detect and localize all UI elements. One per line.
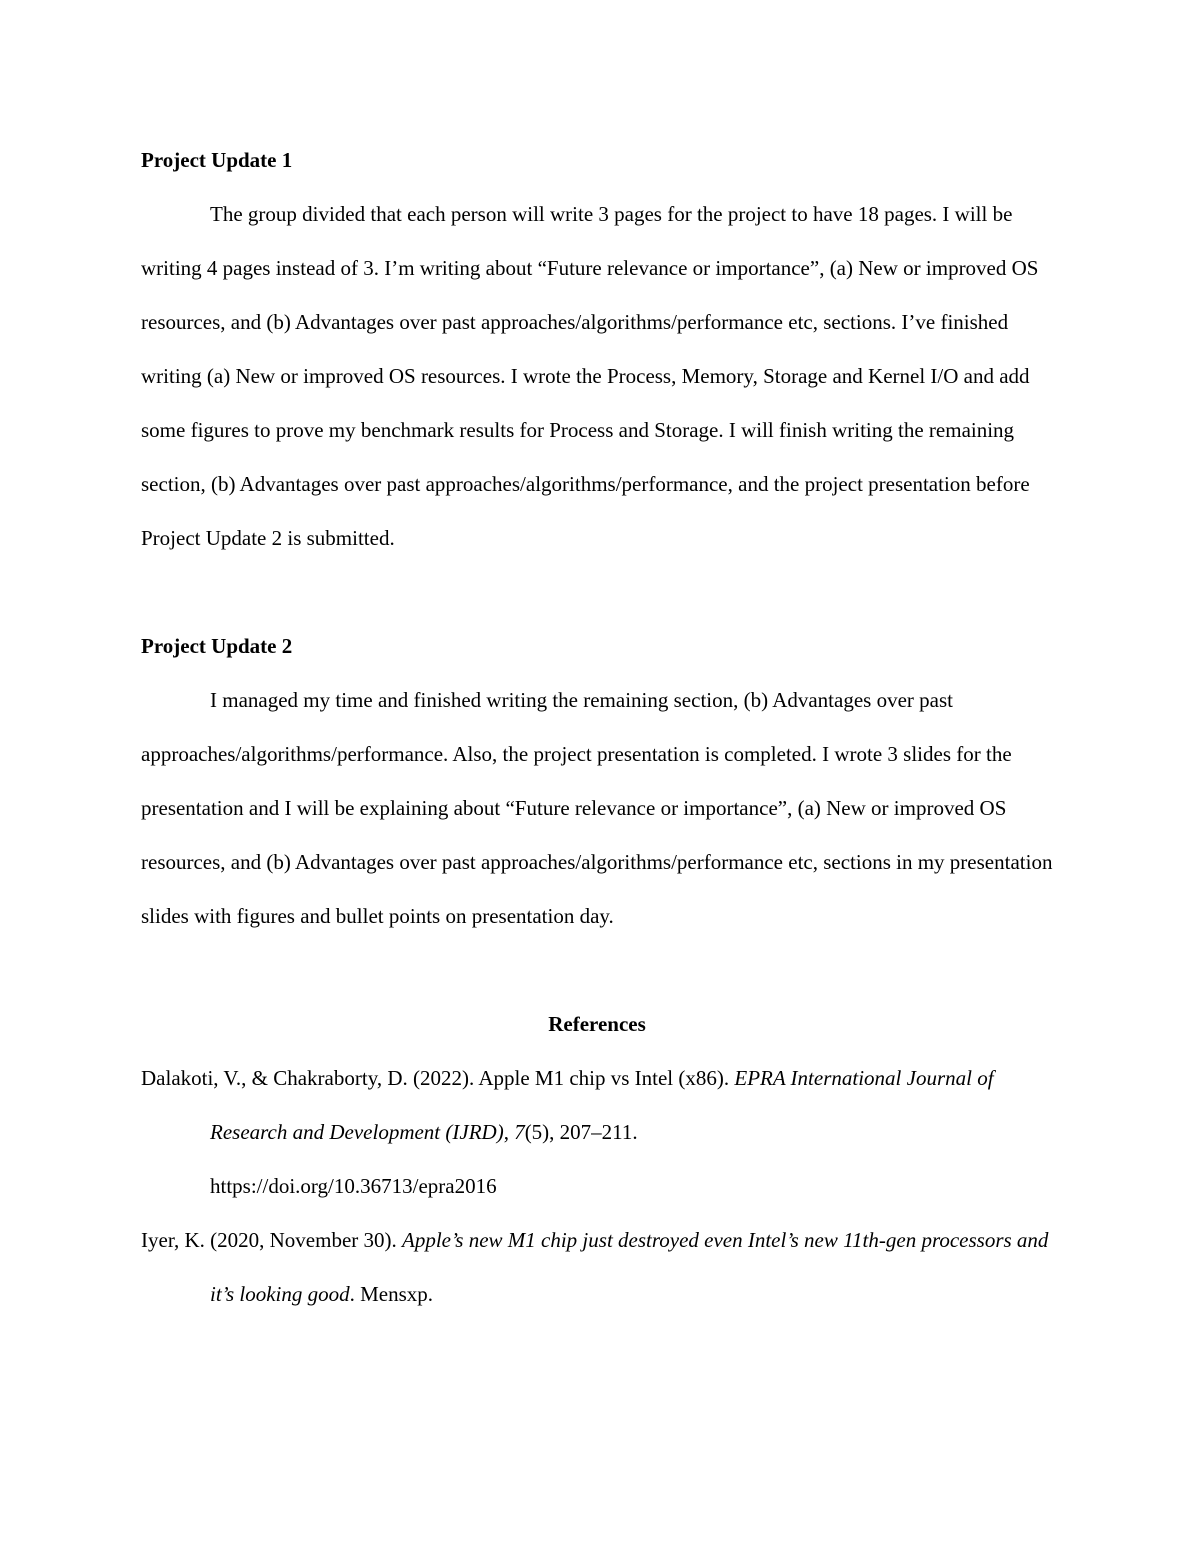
section-paragraph-update-2: I managed my time and finished writing the remaining section, (b) Advantages over past approaches/algorithms/performance. Also, the project presentation is completed. I wrote 3 slides for the presentation and I will be explaining about “Future relevance or importance”, (a) New or improved OS resources, and (b) Advantages over past approaches/algorithms/performance etc, sections in my presentation slides with figures and bullet points on presentation day. <box>141 688 1053 928</box>
reference-entry <box>141 1051 1053 1213</box>
section-spacer <box>141 565 1053 619</box>
reference-authors: Iyer, K. (2020, November 30). <box>141 1228 403 1252</box>
reference-doi-link[interactable]: https://doi.org/10.36713/epra2016 <box>210 1174 497 1198</box>
section-paragraph-update-1: The group divided that each person will write 3 pages for the project to have 18 pages. I will be writing 4 pages instead of 3. I’m writing about “Future relevance or importance”, (a) New or improved OS resources, and (b) Advantages over past approaches/algorithms/performance etc, sections. I’ve finished writing (a) New or improved OS resources. I wrote the Process, Memory, Storage and Kernel I/O and add some figures to prove my benchmark results for Process and Storage. I will finish writing the remaining section, (b) Advantages over past approaches/algorithms/performance, and the project presentation before Project Update 2 is submitted. <box>141 202 1039 550</box>
reference-entry <box>141 1213 1053 1321</box>
document-body <box>141 133 1053 1321</box>
reference-issue-pages: (5), 207–211. <box>524 1120 638 1144</box>
section-heading-update-1: Project Update 1 <box>141 148 293 172</box>
reference-authors: Dalakoti, V., & Chakraborty, D. (2022). Apple M1 chip vs Intel (x86). <box>141 1066 735 1090</box>
reference-title: Apple’s new M1 chip just destroyed even Intel’s new 11th-gen processors and it’s looking good <box>210 1228 1049 1306</box>
references-title: References <box>548 1012 646 1036</box>
reference-publisher: . Mensxp. <box>349 1282 434 1306</box>
reference-volume: 7 <box>514 1120 525 1144</box>
section-heading-update-2: Project Update 2 <box>141 634 293 658</box>
section-spacer <box>141 943 1053 997</box>
reference-separator: , <box>503 1120 515 1144</box>
reference-journal: EPRA International Journal of Research and Development (IJRD) <box>210 1066 994 1144</box>
